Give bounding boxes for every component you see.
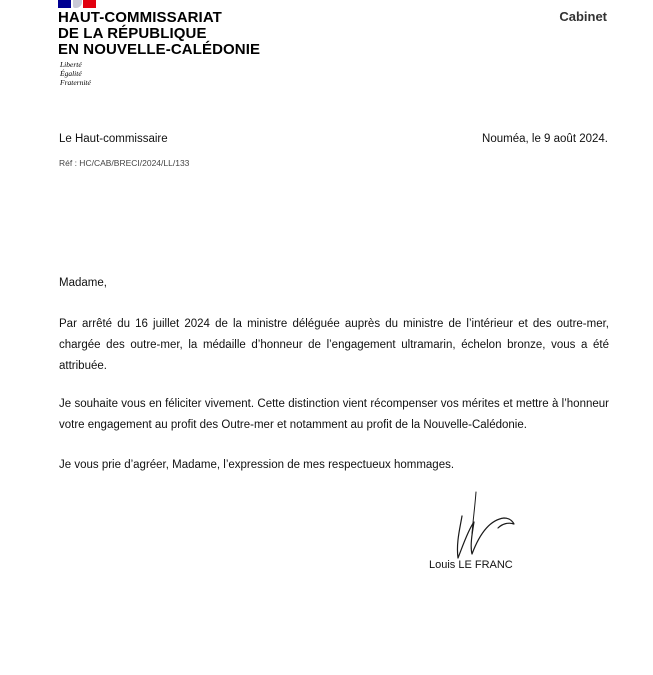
department-label: Cabinet: [559, 9, 607, 24]
motto-line: Liberté: [60, 60, 82, 69]
institution-name: [58, 10, 260, 58]
closing-paragraph: Je vous prie d’agréer, Madame, l’expression de mes respectueux hommages.: [59, 459, 455, 471]
institution-line: DE LA RÉPUBLIQUE: [58, 25, 207, 42]
place-and-date: Nouméa, le 9 août 2024.: [482, 133, 608, 145]
republic-logo-flag: [58, 0, 96, 8]
signatory-name: Louis LE FRANC: [429, 559, 513, 571]
motto-line: Fraternité: [60, 78, 91, 87]
republic-motto: [60, 60, 91, 87]
reference-number: Réf : HC/CAB/BRECI/2024/LL/133: [59, 158, 190, 168]
motto-line: Égalité: [60, 69, 82, 78]
body-paragraph: Par arrêté du 16 juillet 2024 de la ministre déléguée auprès du ministre de l’intérieur et des outre-mer, chargée des outre-mer, la médaille d’honneur de l’engagement ultramarin, échelon bronze, vous a été attribuée.: [59, 318, 609, 372]
body-paragraph: Je souhaite vous en féliciter vivement. Cette distinction vient récompenser vos mérites et mettre à l’honneur votre engagement au profit des Outre-mer et notamment au profit de la Nouvelle-Calédonie.: [59, 398, 609, 431]
sender-title: Le Haut-commissaire: [59, 133, 168, 145]
institution-line: EN NOUVELLE-CALÉDONIE: [58, 41, 261, 58]
handwritten-signature: [448, 488, 528, 568]
salutation: Madame,: [59, 277, 107, 289]
institution-line: HAUT-COMMISSARIAT: [58, 9, 222, 26]
